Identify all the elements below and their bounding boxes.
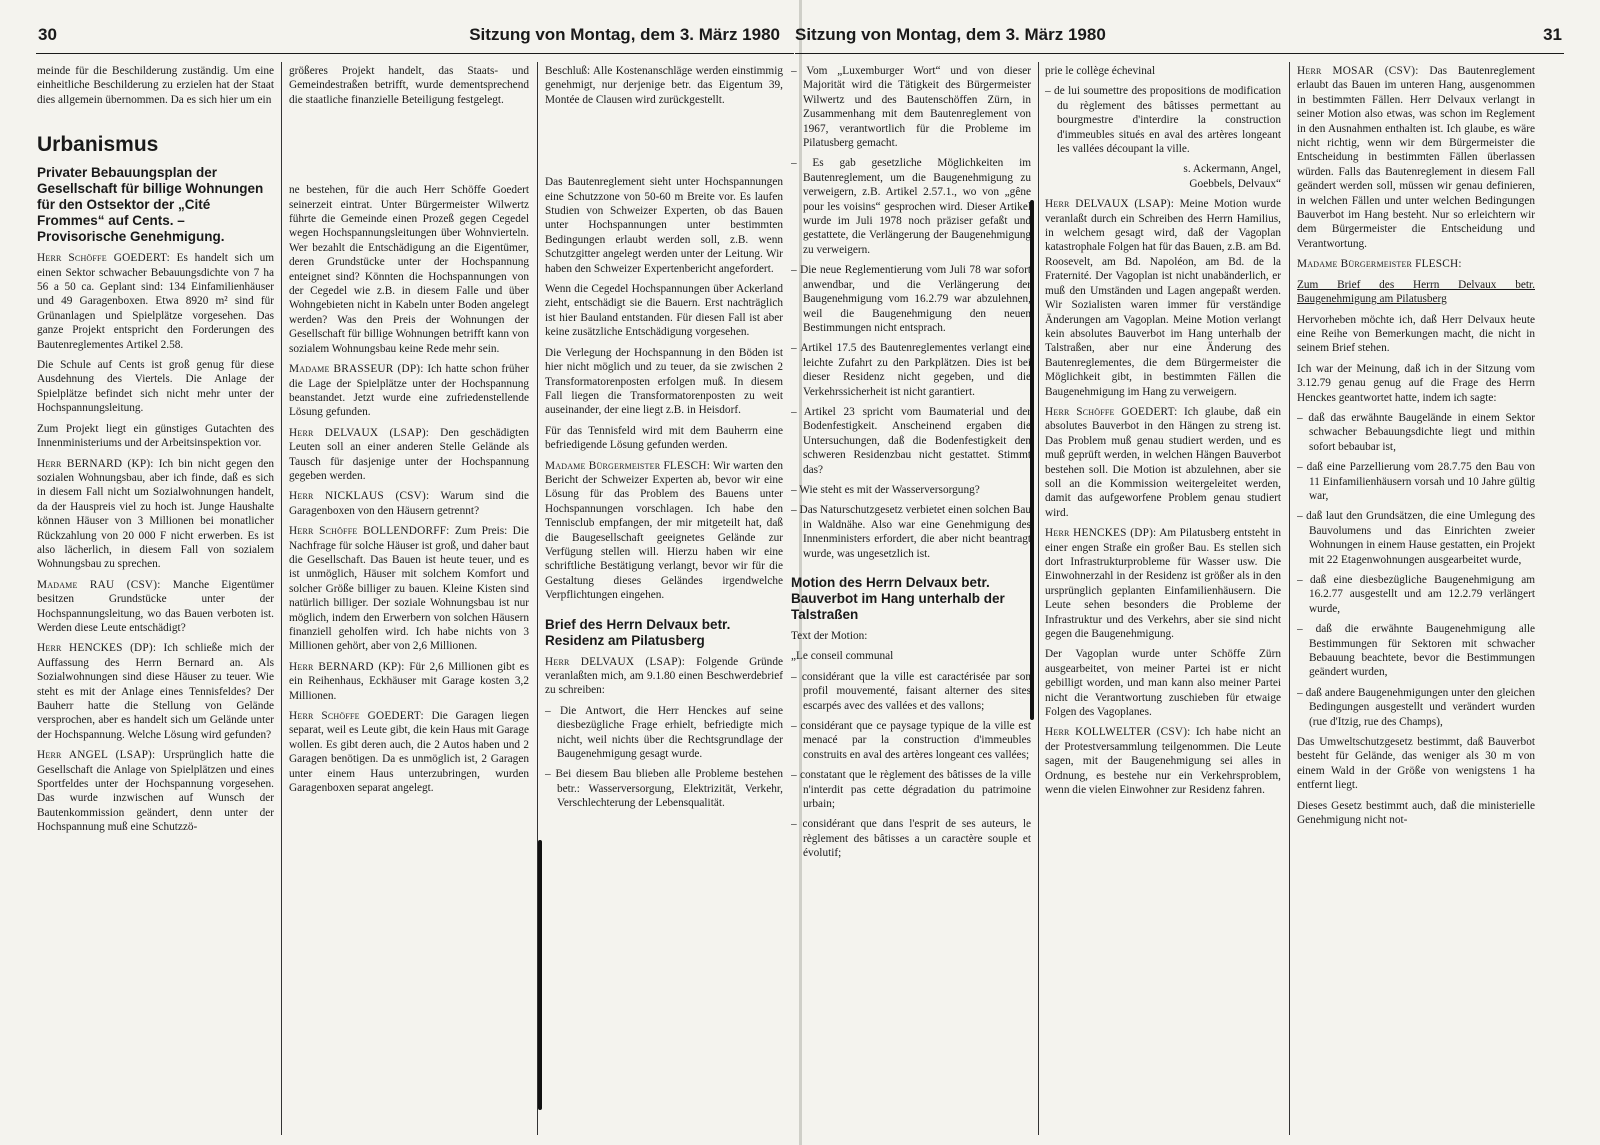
paragraph [289,524,529,654]
speaker-name: Herr HENCKES (DP): [1045,527,1157,540]
column-rule [281,62,282,1135]
speaker-name: Madame Bürgermeister FLESCH: [545,459,711,472]
right-page-title: Sitzung von Montag, dem 3. März 1980 [795,25,1106,44]
list-item: – Artikel 23 spricht vom Baumaterial und der Bodenfestigkeit. Anscheinend ergaben die Untersuchungen, daß die Bodenfestigkeit den schweren Residenzbau nicht gestattet. Stimmt das? [791,405,1031,476]
list-item: – daß andere Baugenehmigungen unter den gleichen Bedingungen ausgestellt und verändert wurden (rue d'Itzig, rue des Champs), [1297,686,1535,728]
list-item: – Die neue Reglementierung vom Juli 78 war sofort anwendbar, und die Verlängerung der Baugenehmigung vom 16.2.79 war abzulehnen, weil die Baugenehmigung den neuen Bestimmungen nicht entsprach. [791,264,1031,334]
speaker-name: Herr NICKLAUS (CSV): [289,490,430,503]
paragraph [289,426,529,484]
speech-text: Den geschädigten Leuten soll an einer anderen Stelle Gelände als Tausch für dasjenige unter der Hochspannung gegeben werden. [289,426,529,482]
paragraph: Die Schule auf Cents ist groß genug für diese Ausdehnung des Viertels. Die Anlage der Spielplätze befindet sich nicht mehr unter der Hochspannungsleitung. [37,359,274,415]
speaker-name: Herr DELVAUX (LSAP): [545,655,686,668]
paragraph: Zum Projekt liegt ein günstiges Gutachten des Innenministeriums und der Arbeitsinspektion vor. [37,422,274,450]
list-item: – Es gab gesetzliche Möglichkeiten im Bautenreglement, um die Baugenehmigung zu verweigern, z.B. Artikel 2.57.1., wo von „gêne pour les voisins“ gesprochen wird. Dieser Artikel wurde im Juli 1978 noch präziser gefaßt und gestattete, die Verlängerung der Baugenehmigung zu verweigern. [791,157,1031,256]
paragraph: „Le conseil communal [791,650,894,663]
left-page-number: 30 [38,25,57,44]
paragraph [1045,197,1281,399]
margin-mark [538,840,542,1110]
left-column-2 [289,64,529,1135]
left-column-3 [545,64,783,1135]
signature: s. Ackermann, Angel, [1183,163,1281,176]
spacer [545,113,783,175]
paragraph: prie le collège échevinal [1045,65,1156,77]
list-item: – daß die erwähnte Baugenehmigung alle Bestimmungen für Sektoren mit schwacher Bebauung beachtete, bevor die Bestimmungen geändert wurden, [1297,623,1535,679]
paragraph: größeres Projekt handelt, das Staats- und Gemeindestraßen betrifft, wurde dementsprechend die staatliche finanzielle Beteiligung festgelegt. [289,65,529,106]
paragraph [289,489,529,518]
left-column-1 [37,64,274,1135]
article-heading: Privater Bebauungsplan der Gesellschaft für billige Wohnungen für den Ostsektor der „Cité Frommes“ auf Cents. – Provisorische Genehmigung. [37,165,264,245]
paragraph [1045,405,1281,520]
section-title: Urbanismus [37,133,159,157]
right-header-rule [795,53,1564,54]
list-item: – considérant que ce paysage typique de la ville est menacé par la construction d'immeubles construits en aval des artères longeant ces vallées; [791,720,1031,761]
speaker-name: Herr ANGEL (LSAP): [37,749,156,762]
paragraph [37,578,274,636]
list-item: – considérant que la ville est caractérisée par son profil mouvementé, faisant alterner des sites escarpés avec des vallées et des vallons; [791,670,1031,712]
paragraph [37,641,274,742]
paragraph [1045,725,1281,797]
speaker-name: Madame BRASSEUR (DP): [289,363,424,376]
paragraph: Hervorheben möchte ich, daß Herr Delvaux heute eine Reihe von Bemerkungen macht, die nicht in seinem Brief stehen. [1297,313,1535,355]
speech-text: Ich schließe mich der Auffassung des Herrn Bernard an. Als Sozialwohnungen sind diese Häuser zu teuer. Wie steht es mit der Anlage eines Tennisfeldes? Der Bauherr hatte die Stellung von Gelände versprochen, aber es handelt sich um Gelände unter der Hochspannung. Welche Lösung wird gefunden? [37,642,274,741]
speaker-name: Herr Schöffe GOEDERT: [1045,405,1178,418]
speaker-name: Herr DELVAUX (LSAP): [289,426,430,439]
speech-text: Die Garagen liegen separat, weil es Leute gibt, die kein Haus mit Garage wollen. Es gibt deren auch, die 2 Autos haben und 2 Garagen benötigen. Da es unmöglich ist, 2 Garagen unter einem Haus unterzubringen, wurden Garagenboxen separat angelegt. [289,710,529,795]
list-item: – constatant que le règlement des bâtisses de la ville n'interdit pas cette dégradation du patrimoine urbain; [791,769,1031,811]
article-heading: Motion des Herrn Delvaux betr. Bauverbot im Hang unterhalb der Talstraßen [791,575,1005,622]
speech-text: Ich hatte schon früher die Lage der Spielplätze unter der Hochspannung beanstandet. Jetzt wurde eine zufriedenstellende Lösung gefunden. [289,363,529,419]
list-item: – Das Naturschutzgesetz verbietet einen solchen Bau in Waldnähe. Also war eine Genehmigung des Innenministers erfordert, die aber nicht beantragt wurde, was ungesetzlich ist. [791,504,1031,560]
spacer [289,113,529,183]
signature: Goebbels, Delvaux“ [1189,177,1281,190]
left-page-title: Sitzung von Montag, dem 3. März 1980 [469,25,780,44]
speaker-name: Herr BERNARD (KP): [37,457,154,470]
speech-text: Ich bin nicht gegen den sozialen Wohnungsbau, aber ich finde, daß es sich in diesem Fall nicht um Sozialwohnungen handelt, da der Hauspreis viel zu hoch ist. Junge Haushalte können Häuser von 3 Millionen bei monatlicher Rückzahlung von 20 000 F nicht erwerben. Es ist also lächerlich, in diesem Fall von sozialem Wohnungsbau zu sprechen. [37,457,274,571]
paragraph [545,655,783,698]
left-header-rule [36,53,794,54]
paragraph: Text der Motion: [791,630,868,642]
right-column-2 [1045,64,1281,1135]
paragraph: meinde für die Beschilderung zuständig. Um eine einheitliche Beschilderung zu erzielen hat der Staat dies allgemein übernommen. Da es sich hier um ein [37,65,274,106]
paragraph [289,660,529,703]
paragraph [37,748,274,834]
paragraph [289,362,529,420]
speech-text: Am Pilatusberg entsteht in einer engen Straße ein großer Bau. Es stellen sich dort Infrastrukturprobleme für Wasser usw. Die Einwohnerzahl in der Residenz ist größer als in den ursprünglich geplanten Einfamilienhäusern. Die Leute sehen besonders die Probleme der Infrastruktur und des Verkehrs, aber sie sind nicht gegen die Baugenehmigung. [1045,527,1281,641]
paragraph: Der Vagoplan wurde unter Schöffe Zürn ausgearbeitet, von meiner Partei ist er nicht gebilligt worden, und man kann also meiner Partei nicht die Verantwortung zuschieben für etwaige Folgen des Vagoplanes. [1045,648,1281,719]
speaker-name: Herr KOLLWELTER (CSV): [1045,726,1191,739]
speaker-name: Herr HENCKES (DP): [37,642,157,655]
column-rule [1038,62,1039,1135]
paragraph: ne bestehen, für die auch Herr Schöffe Goedert seinerzeit eintrat. Unter Bürgermeister Wilwertz führte die Gemeinde einen Prozeß gegen Cegedel wegen Hochspannungsleitungen über Wohnvierteln. Wer bezahlt die Entschädigung an die Eigentümer, deren Grundstücke unter der Hochspannung enteignet sind? Könnten die Hochspannungen von der Cegedel wie z.B. in diesem Falle und über Wohngebieten nicht in Kabeln unter Boden angelegt werden? Was den Preis der Wohnungen der Gesellschaft für billige Wohnungen betrifft kann von sozialem Wohnungsbau keine Rede mehr sein. [289,184,529,355]
right-column-3 [1297,64,1535,1135]
right-column-1 [791,64,1031,1135]
speaker-name: Herr Schöffe BOLLENDORFF: [289,525,450,538]
speaker-name: Herr BERNARD (KP): [289,660,405,673]
list-item: – daß eine Parzellierung vom 28.7.75 den Bau von 11 Einfamilienhäusern vorsah und 10 Jahre gültig war, [1297,461,1535,502]
paragraph [289,709,529,795]
list-item: – daß eine diesbezügliche Baugenehmigung am 16.2.77 ausgestellt und am 12.2.79 verlängert wurde, [1297,574,1535,615]
list-item: – daß das erwähnte Baugelände in einem Sektor schwacher Bebauungsdichte liegt und mithin sofort bebaubar ist, [1297,411,1535,453]
speaker-name: Herr Schöffe GOEDERT: [37,252,170,265]
list-item: – Bei diesem Bau blieben alle Probleme bestehen betr.: Wasserversorgung, Elektrizität, Verkehr, Verschlechterung der Lebensqualität. [545,768,783,810]
speech-text: Meine Motion wurde veranlaßt durch ein Schreiben des Herrn Hamilius, in welchem gesagt wird, daß der Vagoplan katastrophale Folgen hat für das Bauen, z.B. am Bd. Roosevelt, am Bd. Napoléon, am Bd. de la Fraternité. Der Vagoplan ist nicht unabänderlich, er muß den Umständen und Lagen angepaßt werden. Wir Sozialisten waren immer für verständige Änderungen am Vagoplan. Meine Motion verlangt kein absolutes Bauverbot im Hang unterhalb der Talstraßen, aber nur eine Änderung des Bautenreglementes, die dem Bürgermeister die Möglichkeit gibt, in bestimmten Fällen die Baugenehmigung im Hang zu verweigern. [1045,198,1281,398]
paragraph: Das Bautenreglement sieht unter Hochspannungen eine Schutzzone von 50-60 m Breite vor. Es laufen Studien von Schweizer Experten, ob das Bauen unter Hochspannungen unter bestimmten Bedingungen erlaubt werden soll, z.B. wenn Schutzgitter angelegt werden unter der Leitung. Wir haben den Schweizer Expertenbericht angefordert. [545,176,783,275]
paragraph [37,251,274,352]
right-page [791,0,1600,1145]
speech-text: Für 2,6 Millionen gibt es ein Reihenhaus, Eckhäuser mit Garage kosten 3,2 Millionen. [289,660,529,702]
paragraph [1297,257,1535,271]
list-item: – considérant que dans l'esprit de ses auteurs, le règlement des bâtisses a un caractère souple et évolutif; [791,818,1031,860]
speech-text: Manche Eigentümer besitzen Grundstücke unter der Hochspannungsleitung, wo das Bauen verboten ist. Werden diese Leute entschädigt? [37,578,274,634]
list-item: – Die Antwort, die Herr Henckes auf seine diesbezügliche Frage erhielt, befriedigte mich nicht, weil nichts über die Rechtsgrundlage der Baugenehmigung gesagt wurde. [545,704,783,761]
speech-text: Das Bautenreglement erlaubt das Bauen im unteren Hang, ausgenommen in bestimmten Fällen. Herr Delvaux verlangt in seiner Motion also etwas, was schon im Reglement in den Ausnahmen enthalten ist. Ich glaube, es wäre nicht richtig, wenn wir dem Bürgermeister die Entscheidung in bestimmten Fällen überlassen würden. Falls das Bautenreglement in diesem Fall geändert werden soll, müssen wir genau definieren, in welchen Fällen und unter welchen Bedingungen Bauverbot im Hang besteht. Nur so erleichtern wir dem Bürgermeister die Entscheidung und Verantwortung. [1297,65,1535,250]
paragraph [1297,64,1535,251]
list-item: – daß laut den Grundsätzen, die eine Umlegung des Bauvolumens und das Einrichten zweier Wohnungen in einem Hause gestatten, ein Projekt mit 22 Etagenwohnungen ausgearbeitet wurde, [1297,510,1535,566]
paragraph [545,459,783,603]
speaker-name: Herr Schöffe GOEDERT: [289,710,424,723]
paragraph [37,457,274,572]
paragraph: Wenn die Cegedel Hochspannungen über Ackerland zieht, entschädigt sie die Bauern. Erst nachträglich ist hier Bauland entstanden. Für diesen Fall ist aber keine zusätzliche Entschädigung vorgesehen. [545,283,783,339]
list-item: – Artikel 17.5 des Bautenreglementes verlangt eine leichte Zufahrt zu den Parkplätzen. Dies ist bei dieser Residenz nicht gegeben, und die Verkehrssicherheit ist nicht garantiert. [791,342,1031,398]
speaker-name: Madame Bürgermeister FLESCH: [1297,258,1462,271]
speech-text: Ich habe nicht an der Protestversammlung teilgenommen. Die Leute sagen, mit der Baugenehmigung sei alles in Ordnung, es bestehe nur ein Verkehrsproblem, wenn die vielen Einwohner zur Residenz fahren. [1045,726,1281,797]
list-item: – Vom „Luxemburger Wort“ und von dieser Majorität wird die Tätigkeit des Bürgermeister Wilwertz und des Bautenschöffen Zürn, in Zusammenhang mit dem Bautenreglement von 1967, verantwortlich für die Probleme im Pilatusberg gemacht. [791,65,1031,150]
speaker-name: Herr MOSAR (CSV): [1297,65,1419,77]
column-rule [1289,62,1290,1135]
paragraph: Die Verlegung der Hochspannung in den Böden ist hier nicht möglich und zu teuer, da sie zwischen 2 Transformatorenposten erfolgen muß. In diesem Fall liegen die Transformatorenposten zu weit auseinander, der eine liegt z.B. in Heisdorf. [545,346,783,417]
speech-text: Warum sind die Garagenboxen von den Häusern getrennt? [289,490,529,517]
list-item: – de lui soumettre des propositions de modification du règlement des bâtisses permettant au bourgmestre d'interdire la construction d'immeubles situés en aval des artères longeant les vallées découpant la ville. [1045,85,1281,156]
speech-text: Wir warten den Bericht der Schweizer Experten ab, bevor wir eine Lösung für das Problem des Bauens unter Hochspannungen vorschlagen. Ich habe den Tennisclub empfangen, der mir mitgeteilt hat, daß die Baugesellschaft geeignetes Gelände zur Verfügung stellen will. Hierzu haben wir eine schriftliche Bestätigung verlangt, bevor wir für die Gestaltung dieses Geländes irgendwelche Verpflichtungen eingehen. [545,459,783,602]
speech-text: Zum Preis: Die Nachfrage für solche Häuser ist groß, und daher baut die Gesellschaft. Das Bauen ist heute teuer, und es ist unmöglich, Häuser mit solchem Komfort und solcher Größe billiger zu bauen. Kleine Kisten sind natürlich billiger. Der soziale Wohnungsbau ist nur möglich, indem den Erwerbern von solchen Häusern finanziell geholfen wird. Ich habe nichts von 3 Millionen gehört, aber von 2,6 Millionen. [289,525,529,653]
article-heading: Brief des Herrn Delvaux betr. Residenz am Pilatusberg [545,616,731,648]
paragraph: Für das Tennisfeld wird mit dem Bauherrn eine befriedigende Lösung gefunden werden. [545,424,783,452]
list-item: – Wie steht es mit der Wasserversorgung? [791,483,980,496]
paragraph: Ich war der Meinung, daß ich in der Sitzung vom 3.12.79 genau genug auf die Frage des Herrn Henckes geantwortet hatte, indem ich sagte: [1297,362,1535,404]
paragraph: Dieses Gesetz bestimmt auch, daß die ministerielle Genehmigung nicht not- [1297,799,1535,827]
speech-text: Es handelt sich um einen Sektor schwacher Bebauungsdichte von 7 ha 56 a 50 ca. Geplant sind: 134 Einfamilienhäuser und 49 Garagenboxen. Etwa 8920 m² sind für Grünanlagen und Spielplätze vorgesehen. Das ganze Projekt entspricht den Forderungen des Bautenreglementes Artikel 2.58. [37,252,274,351]
speaker-name: Herr DELVAUX (LSAP): [1045,198,1175,211]
paragraph: Beschluß: Alle Kostenanschläge werden einstimmig genehmigt, nur derjenige betr. das Eigentum 39, Montée de Clausen wird zurückgestellt. [545,65,783,106]
speech-text: Folgende Gründe veranlaßten mich, am 9.1.80 einen Beschwerdebrief zu schreiben: [545,655,783,697]
paragraph: Das Umweltschutzgesetz bestimmt, daß Bauverbot besteht für Gelände, das weniger als 30 m von einem Wald in der Größe von wenigstens 1 ha entfernt liegt. [1297,736,1535,792]
speech-text: Ursprünglich hatte die Gesellschaft die Anlage von Spielplätzen und eines Sportfeldes unter der Hochspannung vorgesehen. Das wurde inzwischen auf Wunsch der Bautenkommission geändert, denn unter der Hochspannung muß eine Schutzzö- [37,749,274,834]
speaker-name: Madame RAU (CSV): [37,578,161,591]
paragraph [1045,526,1281,641]
paragraph: Zum Brief des Herrn Delvaux betr. Baugenehmigung am Pilatusberg [1297,278,1535,306]
speech-text: Ich glaube, daß ein absolutes Bauverbot in den Hängen zu streng ist. Das Problem muß genau studiert werden, und es muß geprüft werden, in welchen Hängen Bauverbot bestehen soll. Die Motion ist abzulehnen, aber sie soll an die Kommission weitergeleitet werden, damit das aufgeworfene Problem genau studiert wird. [1045,405,1281,519]
right-page-number: 31 [1543,25,1562,44]
